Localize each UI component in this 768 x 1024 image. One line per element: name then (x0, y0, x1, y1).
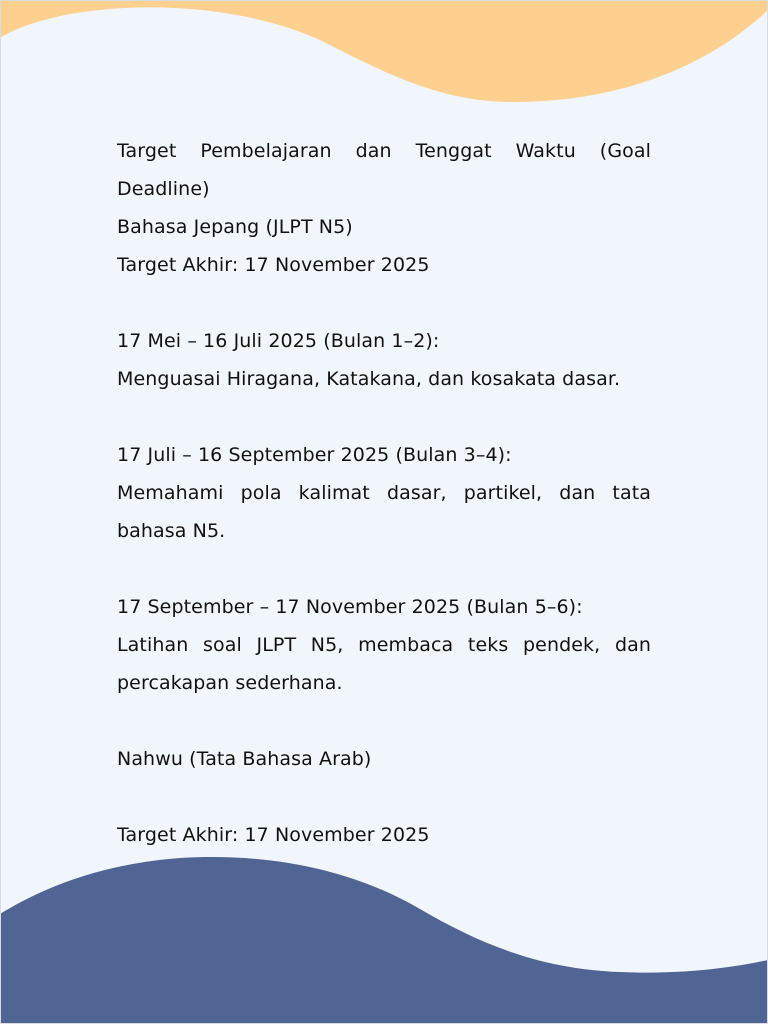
section-heading-jepang: Bahasa Jepang (JLPT N5) (117, 216, 353, 238)
phase-period-3: 17 September – 17 November 2025 (Bulan 5–6): (117, 596, 583, 618)
top-wave-decoration (0, 0, 768, 110)
document-title: Target Pembelajaran dan Tenggat Waktu (Goal Deadline) (117, 140, 651, 200)
phase-goal-2: Memahami pola kalimat dasar, partikel, dan tata bahasa N5. (117, 482, 651, 542)
phase-period-2: 17 Juli – 16 September 2025 (Bulan 3–4): (117, 444, 512, 466)
spacer (117, 284, 651, 322)
phase-period-1: 17 Mei – 16 Juli 2025 (Bulan 1–2): (117, 330, 440, 352)
phase-goal-1: Menguasai Hiragana, Katakana, dan kosakata dasar. (117, 368, 621, 390)
bottom-wave-shape (0, 857, 768, 1024)
section-heading-nahwu: Nahwu (Tata Bahasa Arab) (117, 748, 372, 770)
bottom-wave-decoration (0, 854, 768, 1024)
document-body (117, 132, 651, 854)
spacer (117, 398, 651, 436)
phase-goal-3: Latihan soal JLPT N5, membaca teks pendek, dan percakapan sederhana. (117, 634, 651, 694)
final-target-nahwu: Target Akhir: 17 November 2025 (117, 824, 430, 846)
spacer (117, 550, 651, 588)
spacer (117, 778, 651, 816)
final-target-jepang: Target Akhir: 17 November 2025 (117, 254, 430, 276)
spacer (117, 702, 651, 740)
top-wave-shape (0, 0, 768, 102)
